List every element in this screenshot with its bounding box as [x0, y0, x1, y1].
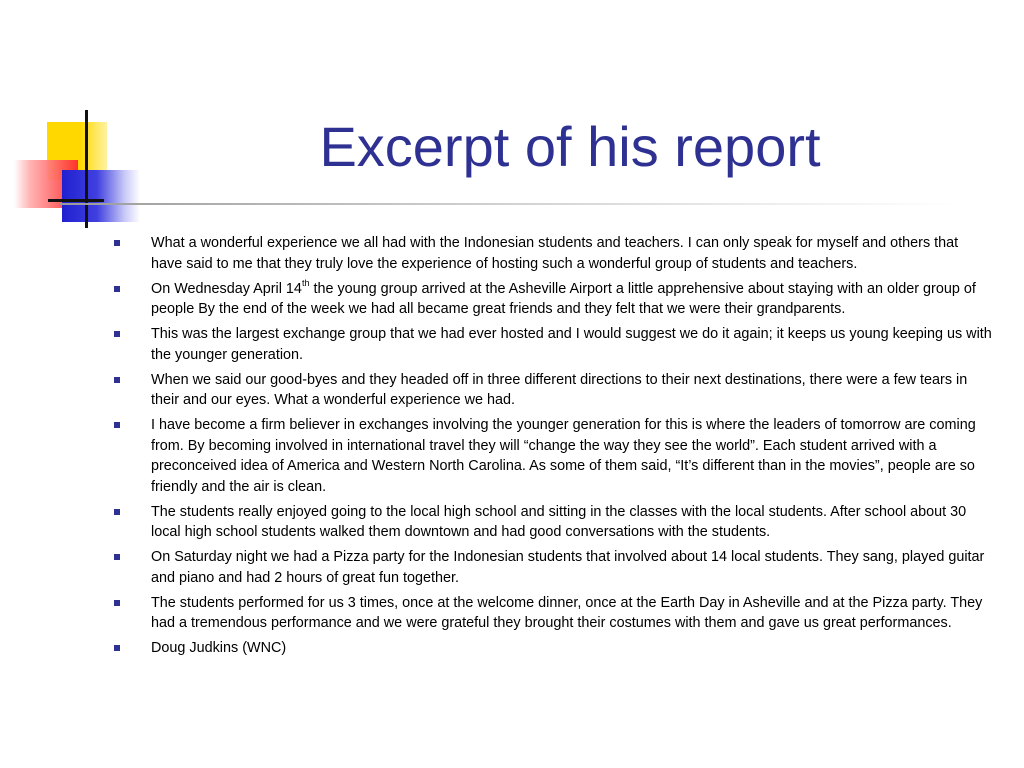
- ordinal-suffix: th: [301, 277, 310, 288]
- horizontal-line: [48, 199, 104, 202]
- bullet-item: [112, 415, 992, 497]
- slide-title: Excerpt of his report: [319, 115, 821, 178]
- blue-square: [62, 170, 140, 222]
- vertical-line: [85, 110, 88, 228]
- bullet-text-end: the young group arrived at the Asheville Airport a little apprehensive about staying with an older group of people By the end of the week we had all became great friends and they felt that we were their grandparents.: [151, 280, 976, 317]
- bullet-item: [112, 370, 992, 411]
- bullet-text-start: On Wednesday April 14: [151, 280, 302, 297]
- bullet-text: On Saturday night we had a Pizza party for the Indonesian students that involved about 14 local students. They sang, played guitar and piano and had 2 hours of great fun together.: [151, 549, 985, 586]
- bullet-text: Doug Judkins (WNC): [151, 640, 287, 656]
- bullet-item: [112, 279, 992, 320]
- bullet-item: [112, 547, 992, 588]
- bullet-text: The students performed for us 3 times, once at the welcome dinner, once at the Earth Day in Asheville and at the Pizza party. They had a tremendous performance and we were grateful they brought their costumes with them and gave us great performances.: [151, 594, 983, 631]
- title-divider: [60, 203, 960, 205]
- square-bullet-icon: [114, 554, 120, 560]
- bullet-item: [112, 593, 992, 634]
- bullet-list: [112, 233, 992, 663]
- square-bullet-icon: [114, 331, 120, 337]
- bullet-item: [112, 638, 992, 659]
- square-bullet-icon: [114, 422, 120, 428]
- bullet-text: When we said our good-byes and they headed off in three different directions to their next destinations, there were a few tears in their and our eyes. What a wonderful experience we had.: [151, 371, 968, 408]
- bullet-item: [112, 502, 992, 543]
- square-bullet-icon: [114, 286, 120, 292]
- bullet-text: The students really enjoyed going to the local high school and sitting in the classes with the local students. After school about 30 local high school students walked them downtown and had good conversations with the students.: [151, 503, 967, 540]
- bullet-text: I have become a firm believer in exchanges involving the younger generation for this is where the leaders of tomorrow are coming from. By becoming involved in international travel they will “change the way they see the world”. Each student arrived with a preconceived idea of America and Western North Carolina. As some of them said, “It’s different than in the movies”, people are so friendly and the air is clean.: [151, 417, 976, 495]
- square-bullet-icon: [114, 600, 120, 606]
- bullet-item: [112, 324, 992, 365]
- square-bullet-icon: [114, 240, 120, 246]
- square-bullet-icon: [114, 645, 120, 651]
- square-bullet-icon: [114, 377, 120, 383]
- bullet-text: This was the largest exchange group that we had ever hosted and I would suggest we do it again; it keeps us young keeping us with the younger generation.: [151, 326, 992, 363]
- bullet-text: What a wonderful experience we all had with the Indonesian students and teachers. I can only speak for myself and others that have said to me that they truly love the experience of hosting such a wonderful group of students and teachers.: [151, 235, 959, 272]
- bullet-item: [112, 233, 992, 274]
- square-bullet-icon: [114, 509, 120, 515]
